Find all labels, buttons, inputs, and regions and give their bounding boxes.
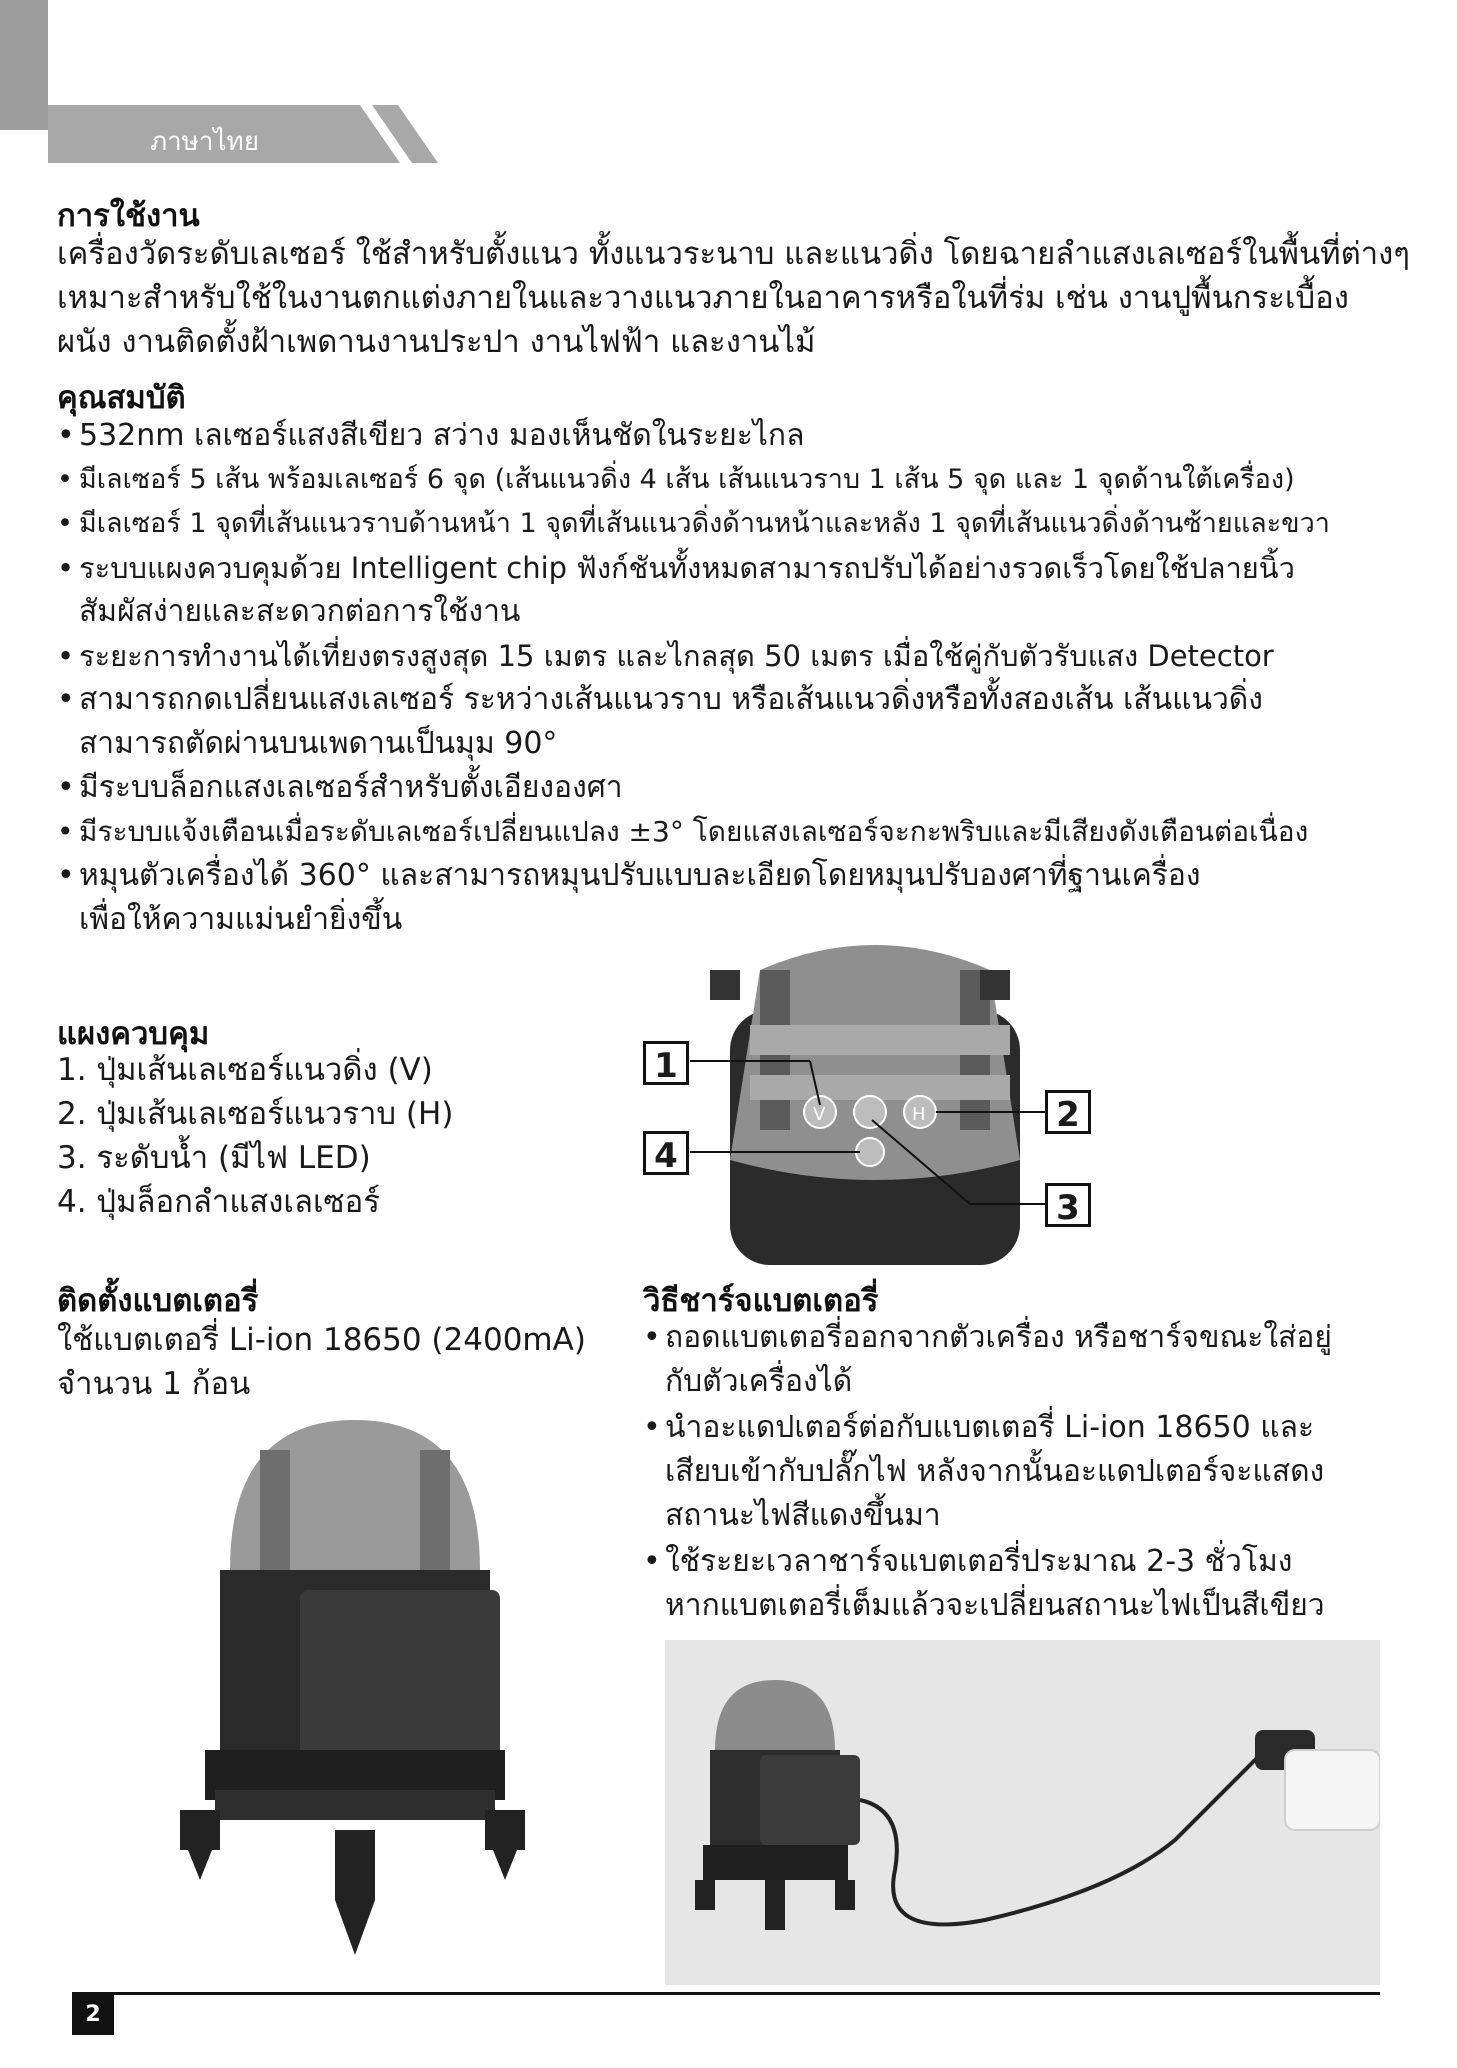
laser-level-photo	[140, 1410, 570, 1980]
feature-item-6-cont: สามารถตัดผ่านบนเพดานเป็นมุม 90°	[79, 726, 558, 761]
callout-3: 3	[1045, 1183, 1091, 1227]
charging-item-1-cont: กับตัวเครื่องได้	[665, 1364, 853, 1399]
usage-line-2: เหมาะสำหรับใช้ในงานตกแต่งภายในและวางแนวภายในอาคารหรือในที่ร่ม เช่น งานปูพื้นกระเบื้อง	[57, 280, 1349, 316]
charging-item-2-cont-2: สถานะไฟสีแดงขึ้นมา	[665, 1498, 941, 1533]
feature-item-9: • หมุนตัวเครื่องได้ 360° และสามารถหมุนปรับแบบละเอียดโดยหมุนปรับองศาที่ฐานเครื่อง	[57, 858, 1201, 893]
features-title: คุณสมบัติ	[57, 380, 186, 416]
callout-1: 1	[643, 1041, 689, 1085]
callout-2: 2	[1045, 1090, 1091, 1134]
control-item-3: 3. ระดับน้ำ (มีไฟ LED)	[57, 1140, 371, 1176]
feature-item-9-cont: เพื่อให้ความแม่นยำยิ่งขึ้น	[79, 902, 403, 937]
battery-install-line-2: จำนวน 1 ก้อน	[57, 1366, 251, 1402]
feature-item-4: • ระบบแผงควบคุมด้วย Intelligent chip ฟังก์ชันทั้งหมดสามารถปรับได้อย่างรวดเร็วโดยใช้ปลายนิ้ว	[57, 551, 1295, 585]
header-tab-block	[0, 0, 48, 130]
feature-item-1: • 532nm เลเซอร์แสงสีเขียว สว่าง มองเห็นชัดในระยะไกล	[57, 418, 805, 453]
usage-line-1: เครื่องวัดระดับเลเซอร์ ใช้สำหรับตั้งแนว ทั้งแนวระนาบ และแนวดิ่ง โดยฉายลำแสงเลเซอร์ในพื้นที่ต่างๆ	[57, 236, 1410, 272]
h-button-label: H	[912, 1104, 926, 1125]
feature-item-4-cont: สัมผัสง่ายและสะดวกต่อการใช้งาน	[79, 594, 521, 629]
page-number: 2	[72, 1995, 114, 2035]
feature-item-8: • มีระบบแจ้งเตือนเมื่อระดับเลเซอร์เปลี่ยนแปลง ±3° โดยแสงเลเซอร์จะกะพริบและมีเสียงดังเตือนต่อเนื่อง	[57, 815, 1309, 848]
v-button-label: V	[813, 1104, 826, 1125]
charging-item-1: • ถอดแบตเตอรี่ออกจากตัวเครื่อง หรือชาร์จขณะใส่อยู่	[643, 1320, 1332, 1355]
control-item-4: 4. ปุ่มล็อกลำแสงเลเซอร์	[57, 1184, 380, 1220]
callout-4: 4	[643, 1131, 689, 1175]
usage-title: การใช้งาน	[57, 198, 200, 234]
feature-item-2: • มีเลเซอร์ 5 เส้น พร้อมเลเซอร์ 6 จุด (เส้นแนวดิ่ง 4 เส้น เส้นแนวราบ 1 เส้น 5 จุด และ 1 จุดด้านใต้เครื่อง)	[57, 464, 1295, 495]
charging-item-2-cont-1: เสียบเข้ากับปลั๊กไฟ หลังจากนั้นอะแดปเตอร์จะแสดง	[665, 1454, 1325, 1489]
footer-rule	[72, 1992, 1380, 1995]
control-panel-photo	[640, 930, 1100, 1270]
language-label: ภาษาไทย	[150, 127, 259, 157]
control-item-1: 1. ปุ่มเส้นเลเซอร์แนวดิ่ง (V)	[57, 1052, 433, 1088]
charging-item-3-cont: หากแบตเตอรี่เต็มแล้วจะเปลี่ยนสถานะไฟเป็นสีเขียว	[665, 1588, 1325, 1623]
charging-photo	[665, 1640, 1380, 1985]
control-panel-title: แผงควบคุม	[57, 1016, 210, 1052]
battery-install-line-1: ใช้แบตเตอรี่ Li-ion 18650 (2400mA)	[57, 1322, 586, 1358]
charging-item-3: • ใช้ระยะเวลาชาร์จแบตเตอรี่ประมาณ 2-3 ชั่วโมง	[643, 1544, 1293, 1579]
battery-install-title: ติดตั้งแบตเตอรี่	[57, 1283, 259, 1319]
feature-item-6: • สามารถกดเปลี่ยนแสงเลเซอร์ ระหว่างเส้นแนวราบ หรือเส้นแนวดิ่งหรือทั้งสองเส้น เส้นแนวดิ่ง	[57, 682, 1263, 717]
feature-item-7: • มีระบบล็อกแสงเลเซอร์สำหรับตั้งเอียงองศา	[57, 770, 623, 805]
control-item-2: 2. ปุ่มเส้นเลเซอร์แนวราบ (H)	[57, 1096, 454, 1132]
feature-item-5: • ระยะการทำงานได้เที่ยงตรงสูงสุด 15 เมตร และไกลสุด 50 เมตร เมื่อใช้คู่กับตัวรับแสง Detector	[57, 639, 1274, 673]
charging-item-2: • นำอะแดปเตอร์ต่อกับแบตเตอรี่ Li-ion 18650 และ	[643, 1410, 1315, 1445]
feature-item-3: • มีเลเซอร์ 1 จุดที่เส้นแนวราบด้านหน้า 1 จุดที่เส้นแนวดิ่งด้านหน้าและหลัง 1 จุดที่เส้นแนวดิ่งด้านซ้ายและขวา	[57, 508, 1330, 539]
usage-line-3: ผนัง งานติดตั้งฝ้าเพดานงานประปา งานไฟฟ้า และงานไม้	[57, 324, 816, 360]
charging-title: วิธีชาร์จแบตเตอรี่	[643, 1283, 879, 1319]
